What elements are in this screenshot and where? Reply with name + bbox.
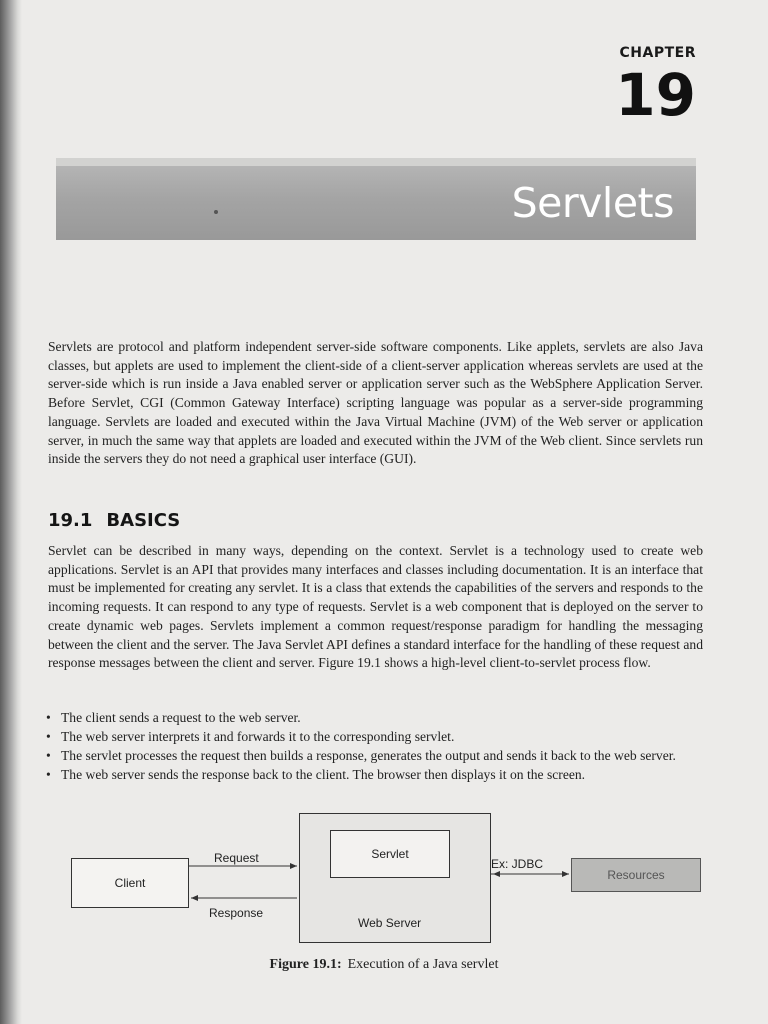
basics-paragraph: Servlet can be described in many ways, depending on the context. Servlet is a technology used to create web applications. Servlet is an API that provides many interfaces and classes including documentation. It is an interface that must be implemented for creating any servlet. It is a class that extends the capabilities of the servers and responds to the incoming requests. It can respond to any type of requests. Servlet is a web component that is deployed on the server to create dynamic web pages. Servlets implement a common request/response paradigm for handling the messaging between the client and the server. The Java Servlet API defines a standard interface for the handling of these request and response messages between the client and server. Figure 19.1 shows a high-level client-to-servlet process flow. <box>48 543 703 671</box>
chapter-label: CHAPTER <box>619 45 696 61</box>
chapter-title-band <box>56 158 696 240</box>
jdbc-label: Ex: JDBC <box>491 857 544 871</box>
figure-caption <box>0 957 768 973</box>
title-band-strip <box>56 158 696 166</box>
section-number: 19.1 <box>48 510 93 531</box>
response-label: Response <box>209 906 264 920</box>
servlet-label: Servlet <box>371 847 409 861</box>
section-heading <box>48 510 180 531</box>
chapter-number: 19 <box>615 61 696 129</box>
client-label: Client <box>114 876 146 890</box>
bullet-glyph: • <box>46 729 51 744</box>
bullet-text: The web server sends the response back to the client. The browser then displays it on the screen. <box>61 767 586 782</box>
bullet-text: The client sends a request to the web server. <box>61 710 301 725</box>
list-item <box>44 765 708 784</box>
request-label: Request <box>214 851 259 865</box>
title-band-dot <box>214 210 218 214</box>
servlet-flow-diagram <box>66 810 706 950</box>
chapter-title: Servlets <box>511 179 674 227</box>
diagram-arrows <box>66 810 706 950</box>
caption-label: Figure 19.1: <box>269 957 342 972</box>
list-item <box>44 708 708 727</box>
bullet-glyph: • <box>46 767 51 782</box>
caption-text: Execution of a Java servlet <box>347 957 499 972</box>
web-server-label: Web Server <box>358 916 422 930</box>
list-item <box>44 746 708 765</box>
list-item <box>44 727 708 746</box>
section-title: BASICS <box>106 510 181 531</box>
process-bullet-list <box>44 708 708 784</box>
intro-paragraph: Servlets are protocol and platform independent server-side software components. Like applets, servlets are also Java classes, but applets are used to implement the client-side of a client-server application whereas servlets are used at the server-side which is run inside a Java enabled server or application server such as the WebSphere Application Server. Before Servlet, CGI (Common Gateway Interface) scripting language was popular as a server-side programming language. Servlets are loaded and executed within the Java Virtual Machine (JVM) of the Web server or application server, in much the same way that applets are loaded and executed within the JVM of the Web client. Since servlets run inside the servers they do not need a graphical user interface (GUI). <box>48 339 703 467</box>
bullet-glyph: • <box>46 748 51 763</box>
bullet-text: The web server interprets it and forwards it to the corresponding servlet. <box>61 729 455 744</box>
bullet-text: The servlet processes the request then builds a response, generates the output and sends it back to the web server. <box>61 748 676 763</box>
bullet-glyph: • <box>46 710 51 725</box>
page-binding-shadow <box>0 0 22 1024</box>
resources-label: Resources <box>607 868 665 882</box>
